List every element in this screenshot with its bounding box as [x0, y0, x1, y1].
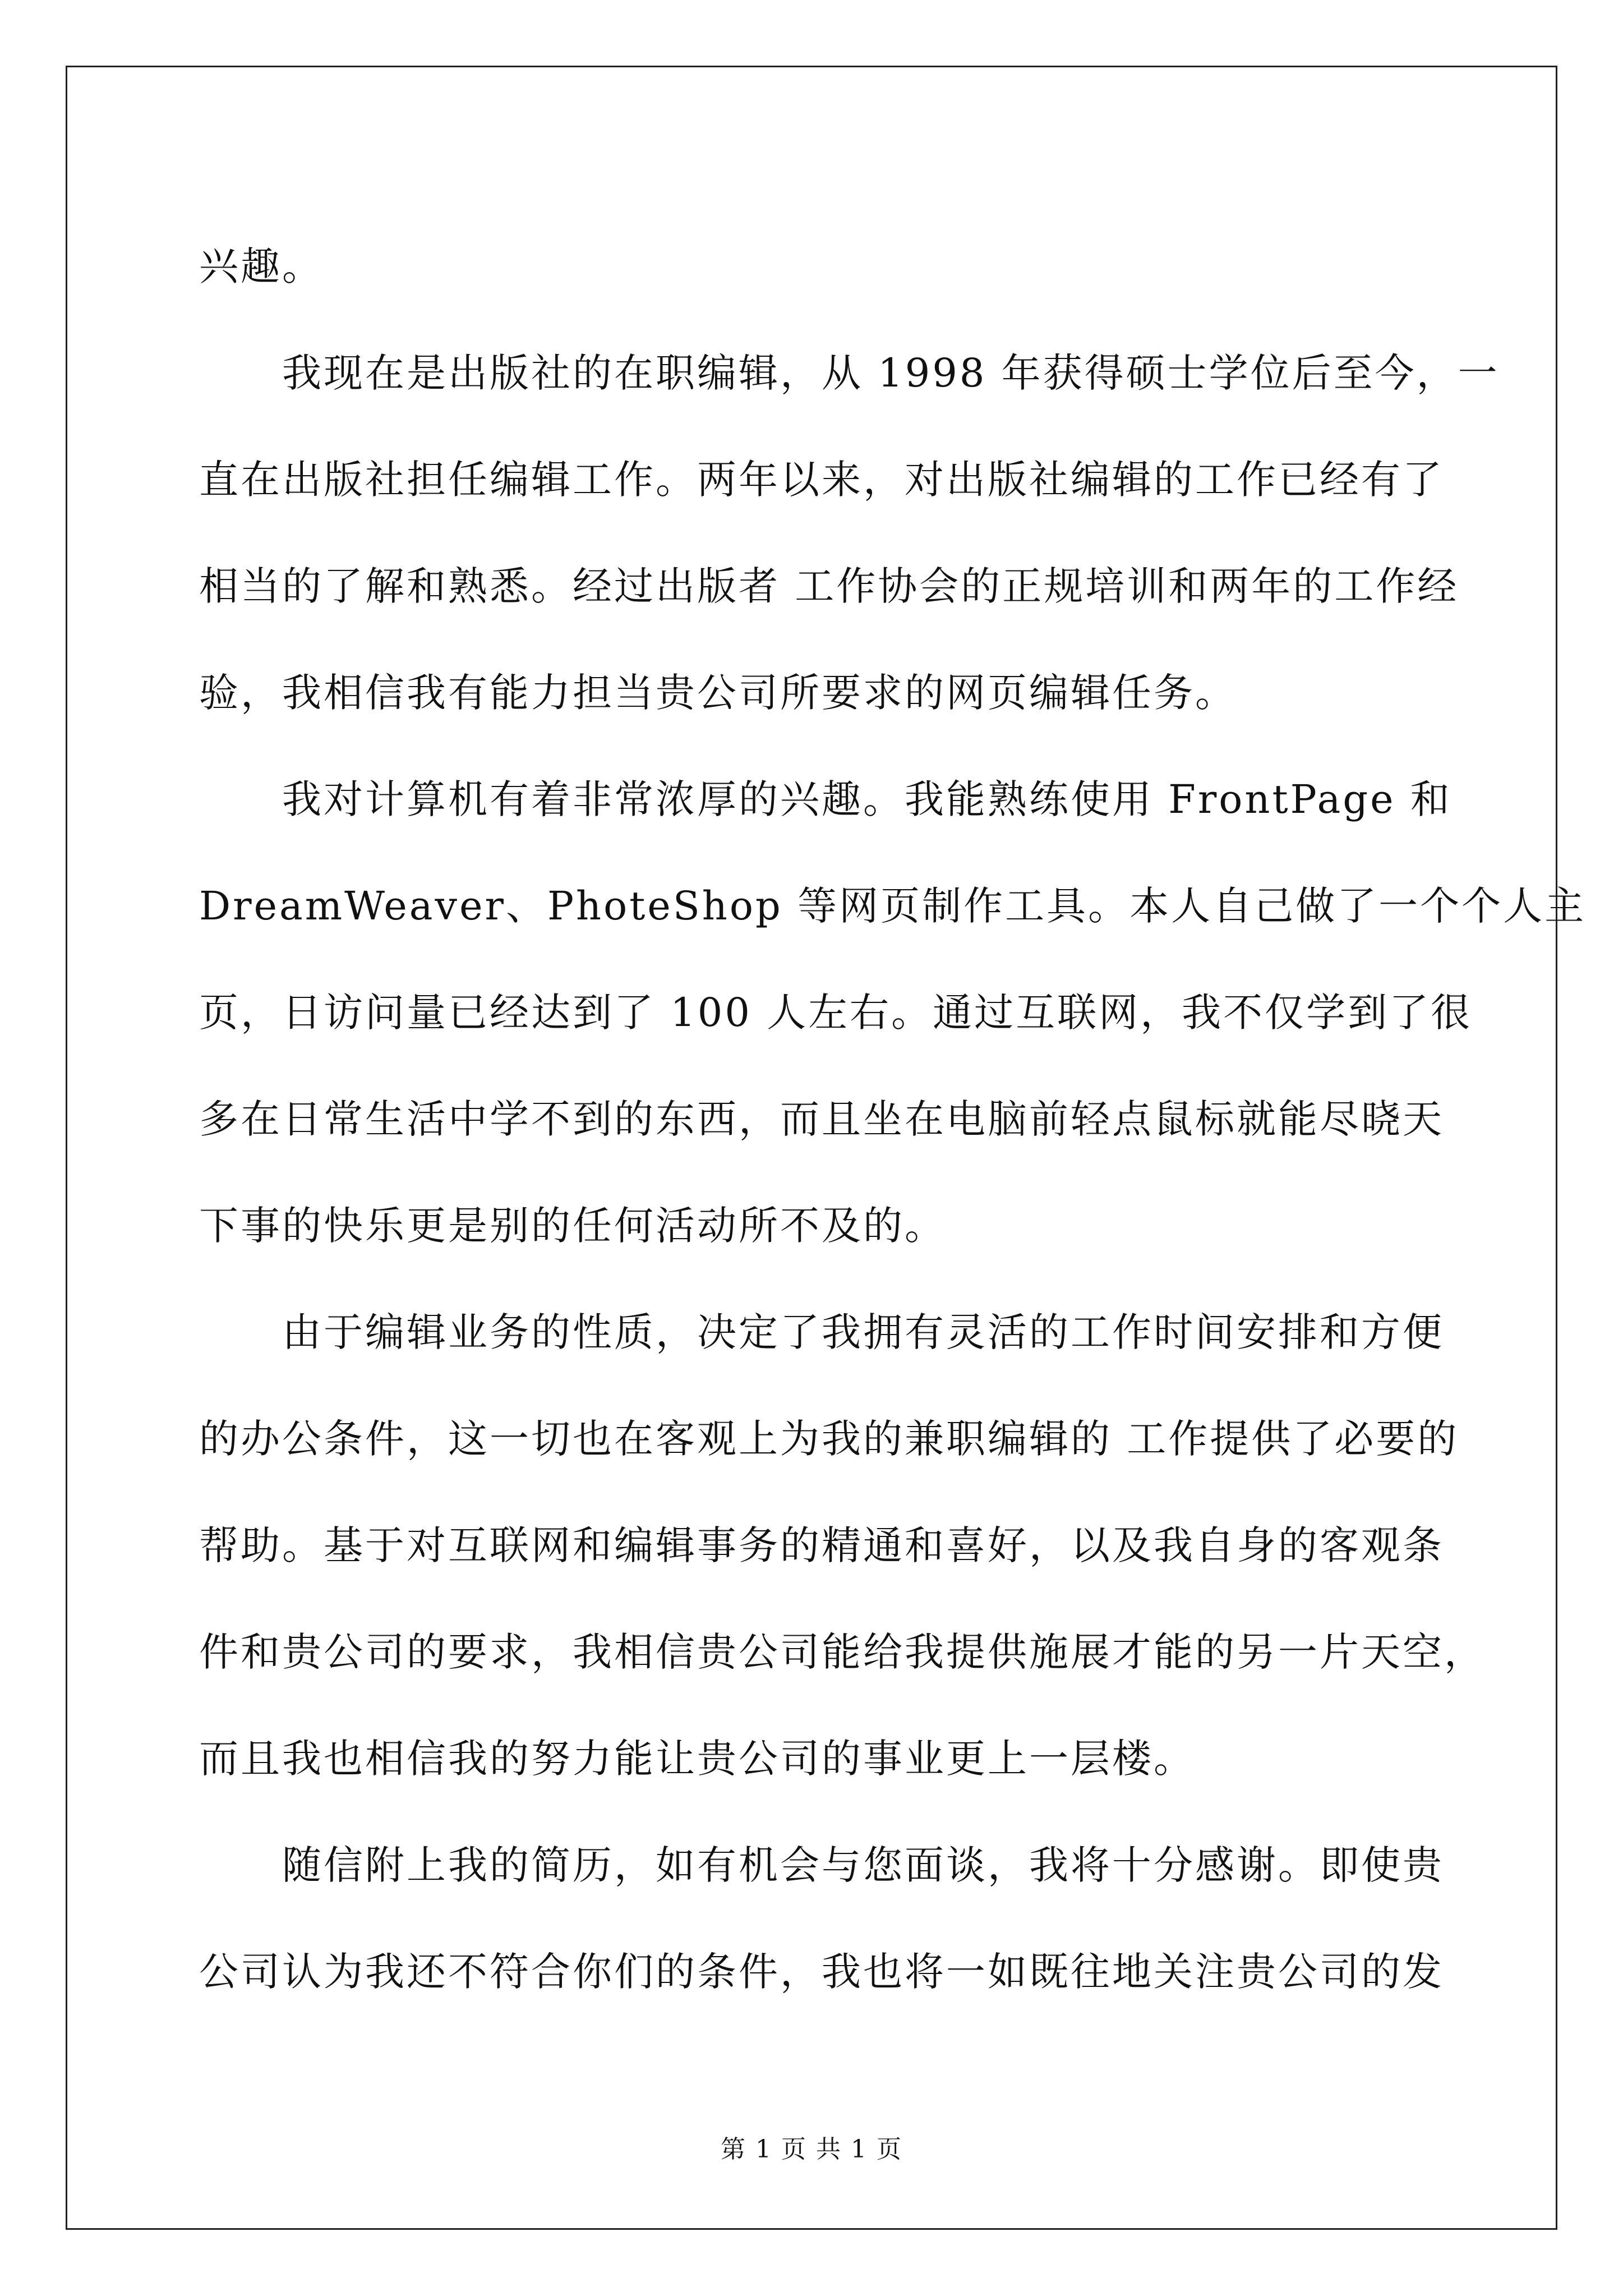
text-line: 而且我也相信我的努力能让贵公司的事业更上一层楼。: [199, 1736, 1195, 1782]
text-line: 由于编辑业务的性质，决定了我拥有灵活的工作时间安排和方便: [282, 1309, 1444, 1355]
text-line: 直在出版社担任编辑工作。两年以来，对出版社编辑的工作已经有了: [199, 457, 1444, 503]
text-line: 验，我相信我有能力担当贵公司所要求的网页编辑任务。: [199, 670, 1237, 716]
text-line: 相当的了解和熟悉。经过出版者 工作协会的正规培训和两年的工作经: [199, 563, 1459, 609]
text-line: 的办公条件，这一切也在客观上为我的兼职编辑的 工作提供了必要的: [199, 1416, 1459, 1462]
text-line: 我现在是出版社的在职编辑，从 1998 年获得硕士学位后至今，一: [282, 350, 1500, 396]
text-line: 兴趣。: [199, 243, 324, 289]
text-line: 公司认为我还不符合你们的条件，我也将一如既往地关注贵公司的发: [199, 1949, 1444, 1995]
page-footer: 第 1 页 共 1 页: [721, 2135, 902, 2164]
body-text: [199, 213, 1587, 2025]
text-line: 帮助。基于对互联网和编辑事务的精通和喜好，以及我自身的客观条: [199, 1522, 1444, 1568]
text-line: DreamWeaver、PhoteShop 等网页制作工具。本人自己做了一个个人主: [199, 883, 1587, 929]
text-line: 我对计算机有着非常浓厚的兴趣。我能熟练使用 FrontPage 和: [282, 776, 1452, 822]
text-line: 多在日常生活中学不到的东西，而且坐在电脑前轻点鼠标就能尽晓天: [199, 1096, 1444, 1142]
text-line: 下事的快乐更是别的任何活动所不及的。: [199, 1203, 946, 1249]
text-line: 页，日访问量已经达到了 100 人左右。通过互联网，我不仅学到了很: [199, 990, 1473, 1036]
text-line: 随信附上我的简历，如有机会与您面谈，我将十分感谢。即使贵: [282, 1842, 1444, 1888]
text-line: 件和贵公司的要求，我相信贵公司能给我提供施展才能的另一片天空，: [199, 1629, 1486, 1675]
